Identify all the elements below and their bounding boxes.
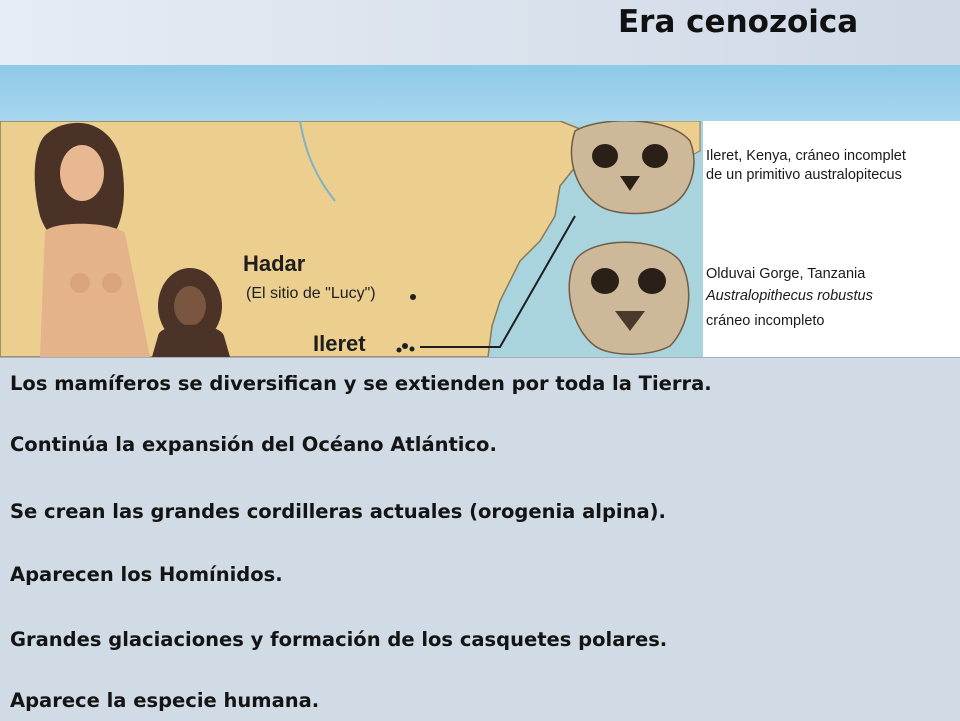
facts-list bbox=[0, 357, 960, 721]
skull-top-caption-line2: de un primitivo australopitecus bbox=[706, 167, 902, 183]
fact-item: Los mamíferos se diversifican y se extienden por toda la Tierra. bbox=[10, 372, 712, 395]
lucy-site-dot bbox=[410, 294, 416, 300]
skull-top-caption-line1: Ileret, Kenya, cráneo incomplet bbox=[706, 148, 906, 164]
skull-bottom-caption-line3: cráneo incompleto bbox=[706, 313, 825, 329]
skull-top-icon bbox=[572, 121, 694, 214]
skull-bottom-caption-line1: Olduvai Gorge, Tanzania bbox=[706, 266, 866, 282]
sky-banner bbox=[0, 65, 960, 121]
ileret-label: Ileret bbox=[313, 331, 366, 356]
skull-bottom-icon bbox=[569, 242, 688, 354]
fact-item: Se crean las grandes cordilleras actuales (orogenia alpina). bbox=[10, 500, 666, 523]
title-bar bbox=[0, 0, 960, 65]
hadar-label: Hadar bbox=[243, 251, 306, 276]
fact-item: Continúa la expansión del Océano Atlántico. bbox=[10, 433, 497, 456]
skull-caption-panel bbox=[703, 121, 960, 357]
ileret-site-dot bbox=[402, 343, 408, 349]
illustration bbox=[0, 121, 960, 357]
fact-item: Aparecen los Homínidos. bbox=[10, 563, 283, 586]
skull-bottom-caption-line2: Australopithecus robustus bbox=[706, 288, 873, 304]
fact-item: Aparece la especie humana. bbox=[10, 689, 320, 712]
fact-item: Grandes glaciaciones y formación de los casquetes polares. bbox=[10, 628, 668, 651]
lucy-site-label: (El sitio de "Lucy") bbox=[246, 285, 376, 302]
slide-title: Era cenozoica bbox=[618, 4, 859, 40]
